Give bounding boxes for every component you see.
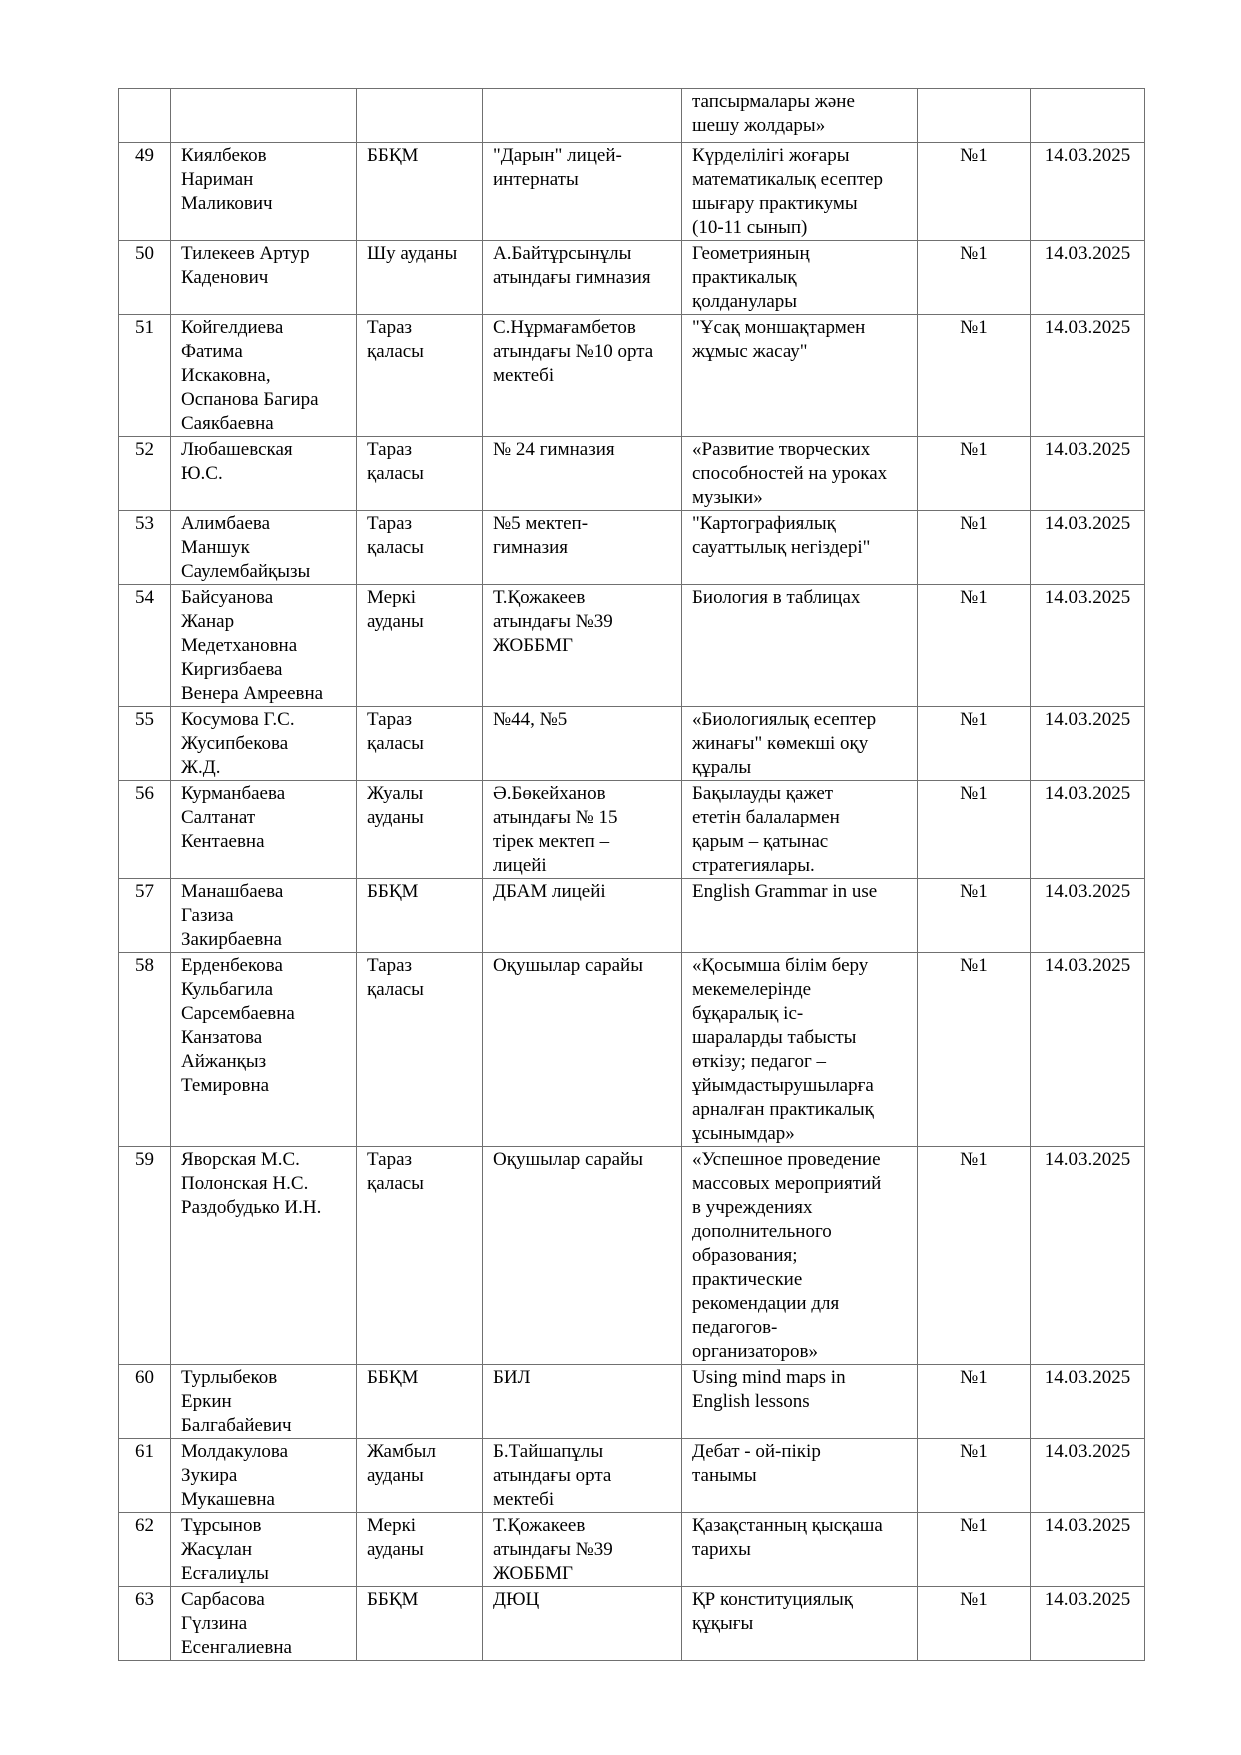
region-cell: Жуалы ауданы xyxy=(357,781,483,879)
organization-cell: ДБАМ лицейі xyxy=(483,879,682,953)
protocol-number-cell: №1 xyxy=(918,1365,1031,1439)
date-cell: 14.03.2025 xyxy=(1031,879,1145,953)
protocol-number-cell: №1 xyxy=(918,511,1031,585)
date-cell: 14.03.2025 xyxy=(1031,437,1145,511)
work-title-cell: «Биологиялық есептер жинағы" көмекші оқу құралы xyxy=(682,707,918,781)
region-cell: Шу ауданы xyxy=(357,241,483,315)
table-row xyxy=(119,707,1145,781)
region-cell: Тараз қаласы xyxy=(357,437,483,511)
work-title-cell: "Ұсақ моншақтармен жұмыс жасау" xyxy=(682,315,918,437)
author-name-cell: Сарбасова Гүлзина Есенгалиевна xyxy=(171,1587,357,1661)
work-title-cell: English Grammar in use xyxy=(682,879,918,953)
region-cell: ББҚМ xyxy=(357,879,483,953)
author-name-cell: Турлыбеков Еркин Балгабайевич xyxy=(171,1365,357,1439)
organization-cell: ДЮЦ xyxy=(483,1587,682,1661)
region-cell: Тараз қаласы xyxy=(357,511,483,585)
work-title-cell: «Успешное проведение массовых мероприятий в учреждениях дополнительного образования; практические рекомендации для педагогов- организаторов» xyxy=(682,1147,918,1365)
region-cell: Меркі ауданы xyxy=(357,1513,483,1587)
table-row xyxy=(119,1439,1145,1513)
row-number-cell: 63 xyxy=(119,1587,171,1661)
row-number-cell: 61 xyxy=(119,1439,171,1513)
table-row xyxy=(119,879,1145,953)
table-row xyxy=(119,143,1145,241)
date-cell: 14.03.2025 xyxy=(1031,1587,1145,1661)
region-cell: Тараз қаласы xyxy=(357,707,483,781)
author-name-cell: Киялбеков Нариман Маликович xyxy=(171,143,357,241)
document-table xyxy=(118,88,1145,1661)
author-name-cell: Койгелдиева Фатима Искаковна, Оспанова Багира Саякбаевна xyxy=(171,315,357,437)
date-cell: 14.03.2025 xyxy=(1031,781,1145,879)
organization-cell: Ә.Бөкейханов атындағы № 15 тірек мектеп – лицейі xyxy=(483,781,682,879)
region-cell: ББҚМ xyxy=(357,1587,483,1661)
table-row xyxy=(119,585,1145,707)
protocol-number-cell: №1 xyxy=(918,1513,1031,1587)
organization-cell: Оқушылар сарайы xyxy=(483,1147,682,1365)
table-row xyxy=(119,315,1145,437)
author-name-cell: Яворская М.С. Полонская Н.С. Раздобудько И.Н. xyxy=(171,1147,357,1365)
row-number-cell: 53 xyxy=(119,511,171,585)
work-title-cell: Биология в таблицах xyxy=(682,585,918,707)
row-number-cell: 60 xyxy=(119,1365,171,1439)
protocol-number-cell: №1 xyxy=(918,241,1031,315)
row-number-cell: 58 xyxy=(119,953,171,1147)
protocol-number-cell: №1 xyxy=(918,585,1031,707)
region-cell: Тараз қаласы xyxy=(357,1147,483,1365)
author-name-cell: Ерденбекова Кульбагила Сарсембаевна Канзатова Айжанқыз Темировна xyxy=(171,953,357,1147)
row-number-cell: 62 xyxy=(119,1513,171,1587)
work-title-cell: Қазақстанның қысқаша тарихы xyxy=(682,1513,918,1587)
date-cell: 14.03.2025 xyxy=(1031,511,1145,585)
row-number-cell xyxy=(119,89,171,143)
work-title-cell: ҚР конституциялық құқығы xyxy=(682,1587,918,1661)
region-cell: ББҚМ xyxy=(357,1365,483,1439)
protocol-number-cell: №1 xyxy=(918,143,1031,241)
organization-cell: БИЛ xyxy=(483,1365,682,1439)
work-title-cell: Бақылауды қажет ететін балалармен қарым – қатынас стратегиялары. xyxy=(682,781,918,879)
date-cell: 14.03.2025 xyxy=(1031,315,1145,437)
work-title-cell: тапсырмалары және шешу жолдары» xyxy=(682,89,918,143)
work-title-cell: «Развитие творческих способностей на уроках музыки» xyxy=(682,437,918,511)
region-cell: Тараз қаласы xyxy=(357,953,483,1147)
table-row xyxy=(119,1147,1145,1365)
organization-cell: №44, №5 xyxy=(483,707,682,781)
protocol-number-cell: №1 xyxy=(918,315,1031,437)
row-number-cell: 59 xyxy=(119,1147,171,1365)
date-cell: 14.03.2025 xyxy=(1031,241,1145,315)
region-cell: Тараз қаласы xyxy=(357,315,483,437)
organization-cell: Б.Тайшапұлы атындағы орта мектебі xyxy=(483,1439,682,1513)
author-name-cell: Тилекеев Артур Каденович xyxy=(171,241,357,315)
author-name-cell: Тұрсынов Жасұлан Есғалиұлы xyxy=(171,1513,357,1587)
organization-cell xyxy=(483,89,682,143)
date-cell: 14.03.2025 xyxy=(1031,953,1145,1147)
organization-cell: Оқушылар сарайы xyxy=(483,953,682,1147)
work-title-cell: Күрделілігі жоғары математикалық есептер шығару практикумы (10-11 сынып) xyxy=(682,143,918,241)
work-title-cell: Дебат - ой-пікір танымы xyxy=(682,1439,918,1513)
author-name-cell: Алимбаева Маншук Саулембайқызы xyxy=(171,511,357,585)
work-title-cell: "Картографиялық сауаттылық негіздері" xyxy=(682,511,918,585)
work-title-cell: Геометрияның практикалық қолданулары xyxy=(682,241,918,315)
row-number-cell: 49 xyxy=(119,143,171,241)
table-row xyxy=(119,1365,1145,1439)
date-cell xyxy=(1031,89,1145,143)
date-cell: 14.03.2025 xyxy=(1031,1147,1145,1365)
organization-cell: №5 мектеп- гимназия xyxy=(483,511,682,585)
row-number-cell: 52 xyxy=(119,437,171,511)
region-cell xyxy=(357,89,483,143)
row-number-cell: 57 xyxy=(119,879,171,953)
table-row xyxy=(119,89,1145,143)
table-row xyxy=(119,953,1145,1147)
table-body xyxy=(119,89,1145,1661)
row-number-cell: 56 xyxy=(119,781,171,879)
table-row xyxy=(119,781,1145,879)
author-name-cell: Курманбаева Салтанат Кентаевна xyxy=(171,781,357,879)
author-name-cell: Молдакулова Зукира Мукашевна xyxy=(171,1439,357,1513)
date-cell: 14.03.2025 xyxy=(1031,143,1145,241)
organization-cell: Т.Қожакеев атындағы №39 ЖОББМГ xyxy=(483,1513,682,1587)
date-cell: 14.03.2025 xyxy=(1031,585,1145,707)
row-number-cell: 55 xyxy=(119,707,171,781)
table-row xyxy=(119,1513,1145,1587)
date-cell: 14.03.2025 xyxy=(1031,1365,1145,1439)
organization-cell: С.Нұрмағамбетов атындағы №10 орта мектебі xyxy=(483,315,682,437)
work-title-cell: «Қосымша білім беру мекемелерінде бұқаралық іс- шараларды табысты өткізу; педагог – ұйымдастырушыларға арналған практикалық ұсынымдар» xyxy=(682,953,918,1147)
author-name-cell: Косумова Г.С. Жусипбекова Ж.Д. xyxy=(171,707,357,781)
organization-cell: "Дарын" лицей- интернаты xyxy=(483,143,682,241)
protocol-number-cell: №1 xyxy=(918,1587,1031,1661)
protocol-number-cell: №1 xyxy=(918,707,1031,781)
date-cell: 14.03.2025 xyxy=(1031,1439,1145,1513)
protocol-number-cell xyxy=(918,89,1031,143)
row-number-cell: 50 xyxy=(119,241,171,315)
table-row xyxy=(119,241,1145,315)
date-cell: 14.03.2025 xyxy=(1031,707,1145,781)
author-name-cell: Манашбаева Газиза Закирбаевна xyxy=(171,879,357,953)
table-row xyxy=(119,1587,1145,1661)
protocol-number-cell: №1 xyxy=(918,953,1031,1147)
author-name-cell: Байсуанова Жанар Медетхановна Киргизбаева Венера Амреевна xyxy=(171,585,357,707)
organization-cell: № 24 гимназия xyxy=(483,437,682,511)
table-row xyxy=(119,437,1145,511)
row-number-cell: 54 xyxy=(119,585,171,707)
organization-cell: А.Байтұрсынұлы атындағы гимназия xyxy=(483,241,682,315)
author-name-cell: Любашевская Ю.С. xyxy=(171,437,357,511)
region-cell: Меркі ауданы xyxy=(357,585,483,707)
organization-cell: Т.Қожакеев атындағы №39 ЖОББМГ xyxy=(483,585,682,707)
table-row xyxy=(119,511,1145,585)
protocol-number-cell: №1 xyxy=(918,879,1031,953)
protocol-number-cell: №1 xyxy=(918,437,1031,511)
protocol-number-cell: №1 xyxy=(918,1439,1031,1513)
row-number-cell: 51 xyxy=(119,315,171,437)
date-cell: 14.03.2025 xyxy=(1031,1513,1145,1587)
protocol-number-cell: №1 xyxy=(918,1147,1031,1365)
work-title-cell: Using mind maps in English lessons xyxy=(682,1365,918,1439)
region-cell: ББҚМ xyxy=(357,143,483,241)
region-cell: Жамбыл ауданы xyxy=(357,1439,483,1513)
protocol-number-cell: №1 xyxy=(918,781,1031,879)
author-name-cell xyxy=(171,89,357,143)
